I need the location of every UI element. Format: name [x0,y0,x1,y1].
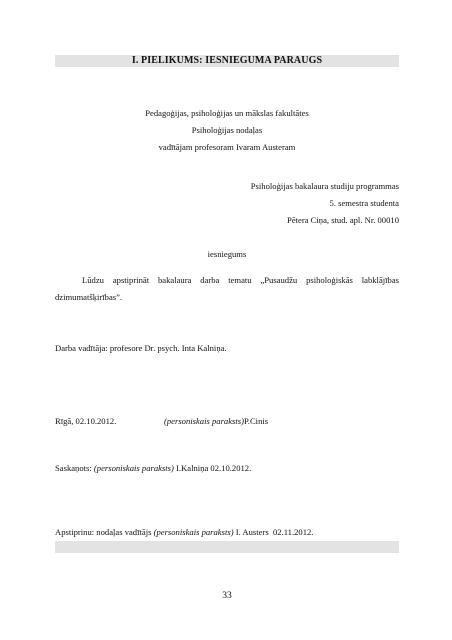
supervisor-line: Darba vadītāja: profesore Dr. psych. Inta Kalniņa. [55,343,227,353]
addressee-faculty: Pedagoģijas, psiholoģijas un mākslas fakultātes [145,108,309,118]
addressee-head: vadītājam profesoram Ivaram Austeram [158,142,296,152]
document-type: iesniegums [207,249,247,259]
bottom-shading-bar [55,541,399,553]
signature-line [164,416,268,427]
sender-programme: Psiholoģijas bakalaura studiju programmas [250,181,399,191]
approved-signature-label: (personiskais paraksts) [153,527,234,537]
agreed-signature-label: (personiskais paraksts) [93,463,174,473]
approved-suffix: I. Austers 02.11.2012. [235,527,314,537]
signature-label: (personiskais paraksts) [164,416,244,426]
signer-name: P.Cinis [243,416,269,426]
request-line-2: dzimumatšķirības”. [55,292,123,302]
agreed-prefix: Saskaņots: [55,463,92,473]
request-line-1: Lūdzu apstiprināt bakalaura darba tematu „Pusaudžu psiholoģiskās labklājības [82,275,399,285]
addressee-department: Psiholoģijas nodaļas [191,125,263,135]
approved-prefix: Apstiprinu: nodaļas vadītājs [55,527,152,537]
place-date: Rīgā, 02.10.2012. [55,416,117,426]
sender-semester: 5. semestra studenta [329,198,399,208]
page-title: I. PIELIKUMS: IESNIEGUMA PARAUGS [131,55,323,66]
page-number: 33 [222,591,232,601]
approved-line [55,527,313,538]
agreed-line [55,463,251,474]
agreed-suffix: I.Kalniņa 02.10.2012. [176,463,252,473]
sender-name: Pētera Ciņa, stud. apl. Nr. 00010 [287,215,399,225]
